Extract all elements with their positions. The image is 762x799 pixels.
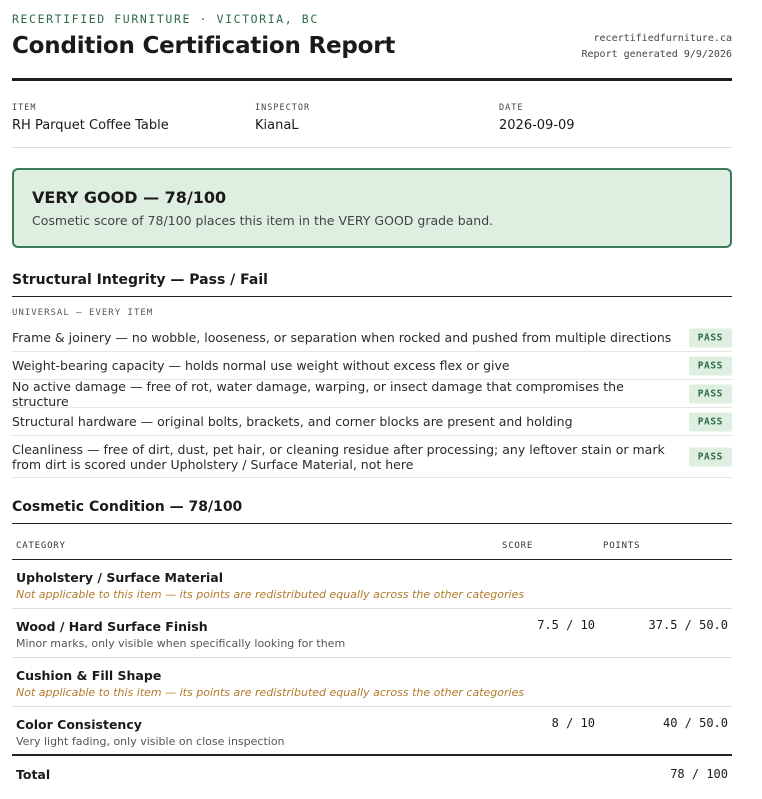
brand-line: RECERTIFIED FURNITURE · VICTORIA, BC bbox=[12, 12, 319, 26]
check-row bbox=[12, 324, 732, 352]
table-row bbox=[12, 609, 732, 658]
category-name: Color Consistency bbox=[16, 717, 142, 732]
check-text: No active damage — free of rot, water damage, warping, or insect damage that compromises the structure bbox=[12, 378, 624, 409]
score-header: SCORE bbox=[502, 541, 534, 551]
date-label: DATE bbox=[499, 103, 524, 113]
pass-badge: PASS bbox=[689, 447, 732, 466]
website-text: recertifiedfurniture.ca bbox=[593, 33, 732, 44]
table-row bbox=[12, 707, 732, 755]
category-score: 8 / 10 bbox=[551, 716, 595, 730]
category-name: Upholstery / Surface Material bbox=[16, 570, 224, 585]
category-note: Not applicable to this item — its points are redistributed equally across the other categories bbox=[16, 686, 525, 699]
pass-badge: PASS bbox=[689, 412, 732, 431]
category-note: Very light fading, only visible on close inspection bbox=[16, 735, 285, 748]
category-note: Not applicable to this item — its points are redistributed equally across the other categories bbox=[16, 588, 525, 601]
check-text: Weight-bearing capacity — holds normal use weight without excess flex or give bbox=[12, 358, 510, 373]
report-page bbox=[12, 0, 732, 782]
check-text: Frame & joinery — no wobble, looseness, or separation when rocked and pushed from multiple directions bbox=[12, 330, 672, 345]
report-meta bbox=[581, 31, 732, 63]
category-name: Wood / Hard Surface Finish bbox=[16, 619, 208, 634]
generated-text: Report generated 9/9/2026 bbox=[581, 49, 732, 60]
total-row bbox=[12, 754, 732, 796]
page-title: Condition Certification Report bbox=[12, 33, 396, 59]
category-name: Cushion & Fill Shape bbox=[16, 668, 162, 683]
total-value: 78 / 100 bbox=[670, 767, 728, 781]
structural-section-title: Structural Integrity — Pass / Fail bbox=[12, 272, 732, 297]
report-header bbox=[12, 0, 732, 81]
pass-badge: PASS bbox=[689, 328, 732, 347]
check-row bbox=[12, 380, 732, 408]
check-row bbox=[12, 352, 732, 380]
check-text: Structural hardware — original bolts, brackets, and corner blocks are present and holding bbox=[12, 414, 573, 429]
table-header bbox=[12, 536, 732, 560]
check-row bbox=[12, 408, 732, 436]
grade-title: VERY GOOD — 78/100 bbox=[32, 188, 227, 207]
inspector-label: INSPECTOR bbox=[255, 103, 311, 113]
category-score: 7.5 / 10 bbox=[537, 618, 595, 632]
cosmetic-section-title: Cosmetic Condition — 78/100 bbox=[12, 499, 732, 524]
pass-badge: PASS bbox=[689, 356, 732, 375]
info-strip bbox=[12, 81, 732, 148]
inspector-field bbox=[255, 103, 310, 133]
structural-sublabel: UNIVERSAL — EVERY ITEM bbox=[12, 308, 154, 318]
item-value: RH Parquet Coffee Table bbox=[12, 118, 169, 133]
check-row bbox=[12, 436, 732, 478]
grade-subtitle: Cosmetic score of 78/100 places this item in the VERY GOOD grade band. bbox=[32, 213, 494, 228]
category-note: Minor marks, only visible when specifically looking for them bbox=[16, 637, 346, 650]
item-label: ITEM bbox=[12, 103, 37, 113]
total-label: Total bbox=[16, 767, 51, 782]
table-row bbox=[12, 658, 732, 707]
category-points: 40 / 50.0 bbox=[662, 716, 728, 730]
date-field bbox=[499, 103, 575, 133]
grade-banner bbox=[12, 168, 732, 248]
points-header: POINTS bbox=[603, 541, 641, 551]
pass-badge: PASS bbox=[689, 384, 732, 403]
inspector-value: KianaL bbox=[255, 118, 299, 133]
structural-checklist bbox=[12, 324, 732, 478]
date-value: 2026-09-09 bbox=[499, 118, 575, 133]
table-row bbox=[12, 560, 732, 609]
item-field bbox=[12, 103, 169, 133]
category-header: CATEGORY bbox=[16, 541, 66, 551]
category-points: 37.5 / 50.0 bbox=[648, 618, 728, 632]
cosmetic-table bbox=[12, 536, 732, 755]
check-text: Cleanliness — free of dirt, dust, pet hair, or cleaning residue after processing; any leftover stain or mark from dirt is scored under Upholstery / Surface Material, not here bbox=[12, 441, 665, 472]
